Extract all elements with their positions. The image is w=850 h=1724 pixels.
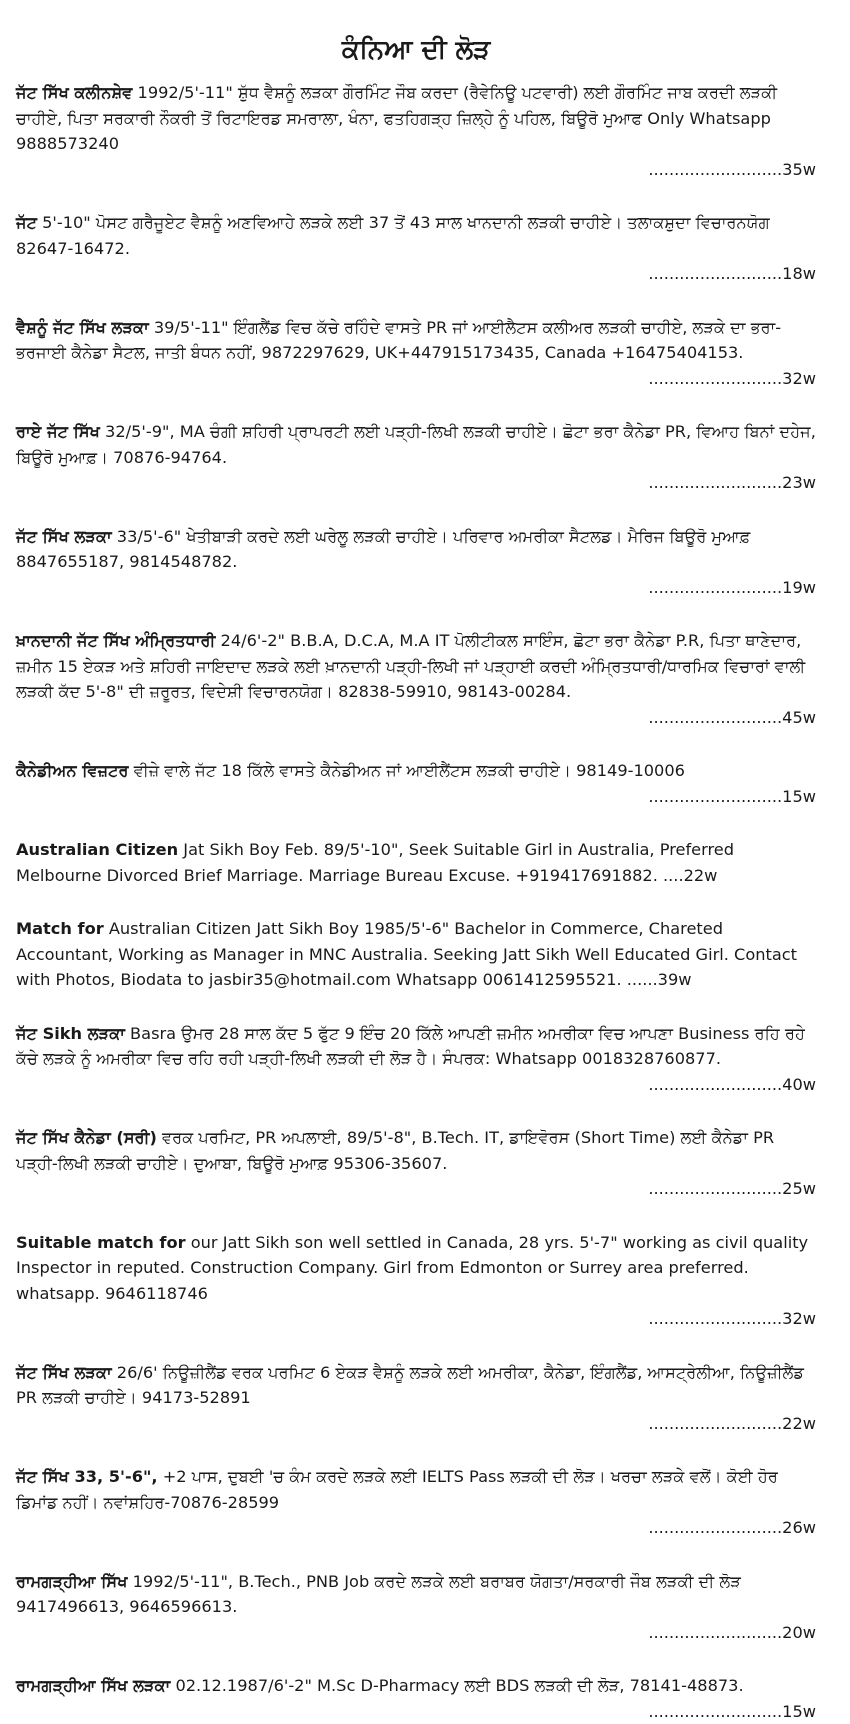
ad-lead: ਖ਼ਾਨਦਾਨੀ ਜੱਟ ਸਿੱਖ ਅੰਮ੍ਰਿਤਧਾਰੀ: [16, 631, 215, 650]
ad-entry: [16, 419, 816, 496]
ad-word-count: ......39w: [622, 970, 692, 989]
ad-entry: [16, 837, 816, 888]
ad-body: 1992/5'-11", B.Tech., PNB Job ਕਰਦੇ ਲੜਕੇ ਲਈ ਬਰਾਬਰ ਯੋਗਤਾ/ਸਰਕਾਰੀ ਜੌਬ ਲੜਕੀ ਦੀ ਲੋੜ 9417496613, 9646596613.: [16, 1572, 741, 1617]
ad-body: our Jatt Sikh son well settled in Canada, 28 yrs. 5'-7" working as civil quality Inspector in reputed. Construction Company. Girl from Edmonton or Surrey area preferred. whatsapp. 9646118746: [16, 1233, 808, 1303]
ad-body: 32/5'-9", MA ਚੰਗੀ ਸ਼ਹਿਰੀ ਪ੍ਰਾਪਰਟੀ ਲਈ ਪੜ੍ਹੀ-ਲਿਖੀ ਲੜਕੀ ਚਾਹੀਏ। ਛੋਟਾ ਭਰਾ ਕੈਨੇਡਾ PR, ਵਿਆਹ ਬਿਨਾਂ ਦਹੇਜ, ਬਿਊਰੋ ਮੁਆਫ਼। 70876-94764.: [16, 422, 816, 467]
ad-lead: ਕੈਨੇਡੀਅਨ ਵਿਜ਼ਟਰ: [16, 761, 129, 780]
ad-entry: [16, 1125, 816, 1202]
ad-lead: ਜੱਟ ਸਿੱਖ ਕਲੀਨਸ਼ੇਵ: [16, 83, 132, 102]
ad-word-count: ..........................32w: [16, 1306, 816, 1332]
ad-lead: ਜੱਟ: [16, 213, 37, 232]
ad-body: ਵਰਕ ਪਰਮਿਟ, PR ਅਪਲਾਈ, 89/5'-8", B.Tech. IT, ਡਾਇਵੋਰਸ (Short Time) ਲਈ ਕੈਨੇਡਾ PR ਪੜ੍ਹੀ-ਲਿਖੀ ਲੜਕੀ ਚਾਹੀਏ। ਦੁਆਬਾ, ਬਿਊਰੋ ਮੁਆਫ਼ 95306-35607.: [16, 1128, 774, 1173]
ad-entry: [16, 758, 816, 809]
ad-entry: [16, 1569, 816, 1646]
ad-body: Australian Citizen Jatt Sikh Boy 1985/5'-6" Bachelor in Commerce, Chareted Accountant, Working as Manager in MNC Australia. Seeking Jatt Sikh Well Educated Girl. Contact with Photos, Biodata to jasbir35@hotmail.com Whatsapp 0061412595521.: [16, 919, 797, 989]
ad-body: 5'-10" ਪੋਸਟ ਗਰੈਜੂਏਟ ਵੈਸ਼ਨੂੰ ਅਣਵਿਆਹੇ ਲੜਕੇ ਲਈ 37 ਤੋਂ 43 ਸਾਲ ਖਾਨਦਾਨੀ ਲੜਕੀ ਚਾਹੀਏ। ਤਲਾਕਸ਼ੁਦਾ ਵਿਚਾਰਨਯੋਗ 82647-16472.: [16, 213, 770, 258]
ad-body: 24/6'-2" B.B.A, D.C.A, M.A IT ਪੋਲੀਟੀਕਲ ਸਾਇੰਸ, ਛੋਟਾ ਭਰਾ ਕੈਨੇਡਾ P.R, ਪਿਤਾ ਥਾਣੇਦਾਰ, ਜ਼ਮੀਨ 15 ਏਕੜ ਅਤੇ ਸ਼ਹਿਰੀ ਜਾਇਦਾਦ ਲੜਕੇ ਲਈ ਖ਼ਾਨਦਾਨੀ ਪੜ੍ਹੀ-ਲਿਖੀ ਜਾਂ ਪੜ੍ਹਾਈ ਕਰਦੀ ਅੰਮ੍ਰਿਤਧਾਰੀ/ਧਾਰਮਿਕ ਵਿਚਾਰਾਂ ਵਾਲੀ ਲੜਕੀ ਕੱਦ 5'-8" ਦੀ ਜ਼ਰੂਰਤ, ਵਿਦੇਸ਼ੀ ਵਿਚਾਰਨਯੋਗ। 82838-59910, 98143-00284.: [16, 631, 805, 701]
ad-lead: ਵੈਸ਼ਨੂੰ ਜੱਟ ਸਿੱਖ ਲੜਕਾ: [16, 318, 149, 337]
ad-lead: Suitable match for: [16, 1233, 186, 1252]
ad-body: ਵੀਜ਼ੇ ਵਾਲੇ ਜੱਟ 18 ਕਿੱਲੇ ਵਾਸਤੇ ਕੈਨੇਡੀਅਨ ਜਾਂ ਆਈਲੈਂਟਸ ਲੜਕੀ ਚਾਹੀਏ। 98149-10006: [129, 761, 685, 780]
ad-entry: [16, 315, 816, 392]
ad-word-count: ..........................45w: [16, 705, 816, 731]
ad-entry: [16, 80, 816, 182]
ad-body: 26/6' ਨਿਊਜ਼ੀਲੈਂਡ ਵਰਕ ਪਰਮਿਟ 6 ਏਕੜ ਵੈਸ਼ਨੂੰ ਲੜਕੇ ਲਈ ਅਮਰੀਕਾ, ਕੈਨੇਡਾ, ਇੰਗਲੈਂਡ, ਆਸਟ੍ਰੇਲੀਆ, ਨਿਊਜ਼ੀਲੈਂਡ PR ਲੜਕੀ ਚਾਹੀਏ। 94173-52891: [16, 1363, 804, 1408]
ad-lead: ਜੱਟ ਸਿੱਖ 33, 5'-6",: [16, 1467, 158, 1486]
ad-lead: ਰਾਮਗੜ੍ਹੀਆ ਸਿੱਖ ਲੜਕਾ: [16, 1676, 170, 1695]
ad-entry: [16, 628, 816, 730]
ad-entry: [16, 1464, 816, 1541]
ad-entry: [16, 1230, 816, 1332]
ad-entry: [16, 524, 816, 601]
ad-word-count: ..........................22w: [16, 1411, 816, 1437]
ad-lead: ਰਾਏ ਜੱਟ ਸਿੱਖ: [16, 422, 100, 441]
ad-lead: ਜੱਟ Sikh ਲੜਕਾ: [16, 1024, 125, 1043]
ad-body: 39/5'-11" ਇੰਗਲੈਂਡ ਵਿਚ ਕੱਚੇ ਰਹਿੰਦੇ ਵਾਸਤੇ PR ਜਾਂ ਆਈਲੈਟਸ ਕਲੀਅਰ ਲੜਕੀ ਚਾਹੀਏ, ਲੜਕੇ ਦਾ ਭਰਾ-ਭਰਜਾਈ ਕੈਨੇਡਾ ਸੈਟਲ, ਜਾਤੀ ਬੰਧਨ ਨਹੀਂ, 9872297629, UK+447915173435, Canada +16475404153.: [16, 318, 781, 363]
ad-word-count: ..........................20w: [16, 1620, 816, 1646]
ad-body: 02.12.1987/6'-2" M.Sc D-Pharmacy ਲਈ BDS ਲੜਕੀ ਦੀ ਲੋੜ, 78141-48873.: [170, 1676, 743, 1695]
ad-lead: Australian Citizen: [16, 840, 178, 859]
ad-lead: Match for: [16, 919, 104, 938]
ad-word-count: ..........................35w: [16, 157, 816, 183]
ad-entry: [16, 1021, 816, 1098]
ad-lead: ਜੱਟ ਸਿੱਖ ਲੜਕਾ: [16, 527, 112, 546]
ad-word-count: ..........................15w: [16, 1699, 816, 1724]
ad-body: Jat Sikh Boy Feb. 89/5'-10", Seek Suitable Girl in Australia, Preferred Melbourne Divorced Brief Marriage. Marriage Bureau Excuse. +919417691882.: [16, 840, 734, 885]
ad-word-count: ..........................18w: [16, 261, 816, 287]
page-title: ਕੰਨਿਆ ਦੀ ਲੋੜ: [16, 32, 816, 68]
ad-body: Basra ਉਮਰ 28 ਸਾਲ ਕੱਦ 5 ਫੁੱਟ 9 ਇੰਚ 20 ਕਿੱਲੇ ਆਪਣੀ ਜ਼ਮੀਨ ਅਮਰੀਕਾ ਵਿਚ ਆਪਣਾ Business ਰਹਿ ਰਹੇ ਕੱਚੇ ਲੜਕੇ ਨੂੰ ਅਮਰੀਕਾ ਵਿਚ ਰਹਿ ਰਹੀ ਪੜ੍ਹੀ-ਲਿਖੀ ਲੜਕੀ ਦੀ ਲੋੜ ਹੈ। ਸੰਪਰਕ: Whatsapp 0018328760877.: [16, 1024, 805, 1069]
ad-word-count: ..........................32w: [16, 366, 816, 392]
ad-body: 1992/5'-11" ਸ਼ੁੱਧ ਵੈਸ਼ਨੂੰ ਲੜਕਾ ਗੌਰਮਿੰਟ ਜੌਬ ਕਰਦਾ (ਰੈਵੇਨਿਊ ਪਟਵਾਰੀ) ਲਈ ਗੌਰਮਿੰਟ ਜਾਬ ਕਰਦੀ ਲੜਕੀ ਚਾਹੀਏ, ਪਿਤਾ ਸਰਕਾਰੀ ਨੌਕਰੀ ਤੋਂ ਰਿਟਾਇਰਡ ਸਮਰਾਲਾ, ਖੰਨਾ, ਫਤਹਿਗੜ੍ਹ ਜ਼ਿਲ੍ਹੇ ਨੂੰ ਪਹਿਲ, ਬਿਊਰੋ ਮੁਆਫ Only Whatsapp 9888573240: [16, 83, 777, 153]
ad-word-count: ..........................25w: [16, 1176, 816, 1202]
ad-word-count: ..........................26w: [16, 1515, 816, 1541]
ad-entry: [16, 916, 816, 993]
ad-lead: ਜੱਟ ਸਿੱਖ ਲੜਕਾ: [16, 1363, 112, 1382]
ad-lead: ਜੱਟ ਸਿੱਖ ਕੈਨੇਡਾ (ਸਰੀ): [16, 1128, 157, 1147]
ad-entry: [16, 1673, 816, 1724]
ad-word-count: ..........................15w: [16, 784, 816, 810]
ad-body: +2 ਪਾਸ, ਦੁਬਈ 'ਚ ਕੰਮ ਕਰਦੇ ਲੜਕੇ ਲਈ IELTS Pass ਲੜਕੀ ਦੀ ਲੋੜ। ਖਰਚਾ ਲੜਕੇ ਵਲੋਂ। ਕੋਈ ਹੋਰ ਡਿਮਾਂਡ ਨਹੀਂ। ਨਵਾਂਸ਼ਹਿਰ-70876-28599: [16, 1467, 778, 1512]
ad-entry: [16, 210, 816, 287]
ad-word-count: ..........................23w: [16, 470, 816, 496]
ad-lead: ਰਾਮਗੜ੍ਹੀਆ ਸਿੱਖ: [16, 1572, 127, 1591]
ad-body: 33/5'-6" ਖੇਤੀਬਾੜੀ ਕਰਦੇ ਲਈ ਘਰੇਲੂ ਲੜਕੀ ਚਾਹੀਏ। ਪਰਿਵਾਰ ਅਮਰੀਕਾ ਸੈਟਲਡ। ਮੈਰਿਜ ਬਿਊਰੋ ਮੁਆਫ਼ 8847655187, 9814548782.: [16, 527, 750, 572]
ad-word-count: ..........................19w: [16, 575, 816, 601]
ad-word-count: ..........................40w: [16, 1072, 816, 1098]
ad-entry: [16, 1360, 816, 1437]
ad-word-count: ....22w: [658, 866, 718, 885]
ad-list: [16, 80, 816, 1724]
